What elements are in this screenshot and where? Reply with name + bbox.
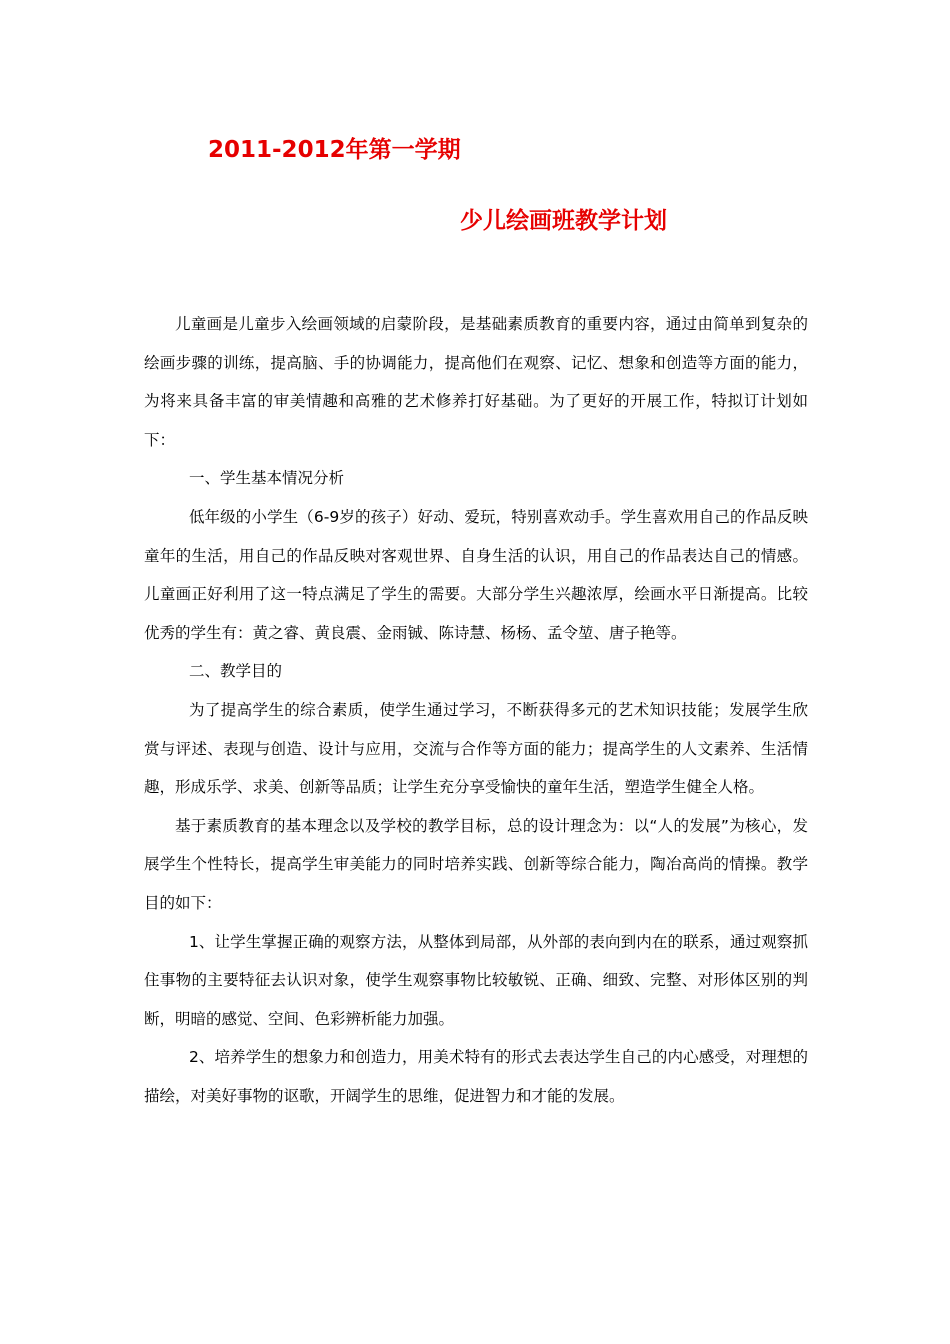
section-heading-teaching-goals: 二、教学目的 [188, 662, 282, 681]
goal-item-2: 2、培养学生的想象力和创造力，用美术特有的形式去表达学生自己的内心感受，对理想的描绘，对美好事物的讴歌，开阔学生的思维，促进智力和才能的发展。 [144, 1048, 808, 1105]
teaching-goals-paragraph: 为了提高学生的综合素质，使学生通过学习，不断获得多元的艺术知识技能；发展学生欣赏与评述、表现与创造、设计与应用，交流与合作等方面的能力；提高学生的人文素养、生活情趣，形成乐学、求美、创新等品质；让学生充分享受愉快的童年生活，塑造学生健全人格。 [144, 700, 808, 797]
section-heading-student-analysis: 一、学生基本情况分析 [188, 469, 344, 488]
document-body [144, 305, 808, 1115]
intro-paragraph: 儿童画是儿童步入绘画领域的启蒙阶段，是基础素质教育的重要内容，通过由简单到复杂的绘画步骤的训练，提高脑、手的协调能力，提高他们在观察、记忆、想象和创造等方面的能力，为将来具备丰富的审美情趣和高雅的艺术修养打好基础。为了更好的开展工作，特拟订计划如下： [144, 315, 808, 449]
goal-item-1: 1、让学生掌握正确的观察方法，从整体到局部，从外部的表向到内在的联系，通过观察抓住事物的主要特征去认识对象，使学生观察事物比较敏锐、正确、细致、完整、对形体区别的判断，明暗的感觉、空间、色彩辨析能力加强。 [144, 932, 808, 1028]
design-concept-paragraph: 基于素质教育的基本理念以及学校的教学目标，总的设计理念为：以“人的发展”为核心，发展学生个性特长，提高学生审美能力的同时培养实践、创新等综合能力，陶冶高尚的情操。教学目的如下： [144, 816, 808, 912]
document-title-plan: 少儿绘画班教学计划 [460, 208, 667, 234]
student-analysis-paragraph: 低年级的小学生（6-9岁的孩子）好动、爱玩，特别喜欢动手。学生喜欢用自己的作品反映童年的生活，用自己的作品反映对客观世界、自身生活的认识，用自己的作品表达自己的情感。儿童画正好利用了这一特点满足了学生的需要。大部分学生兴趣浓厚，绘画水平日渐提高。比较优秀的学生有：黄之睿、黄良震、金雨铖、陈诗慧、杨杨、孟令堃、唐子艳等。 [144, 507, 808, 642]
document-title-term: 2011-2012年第一学期 [208, 137, 461, 163]
